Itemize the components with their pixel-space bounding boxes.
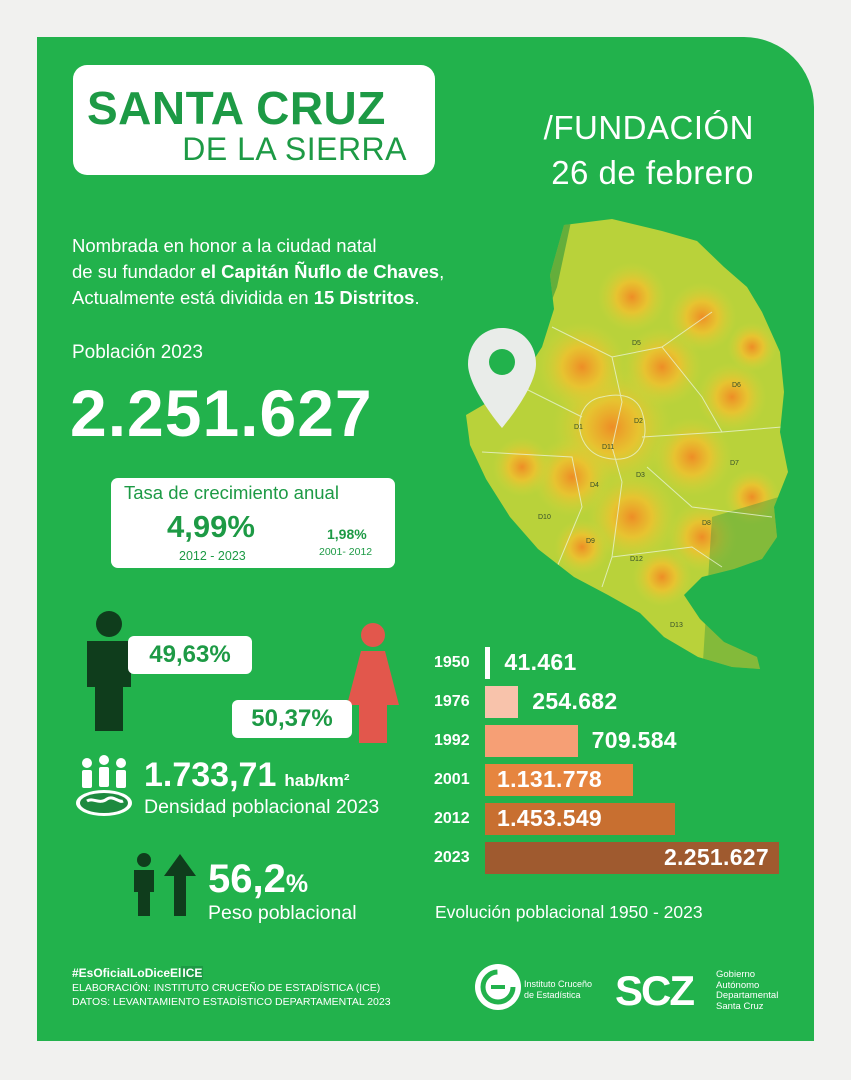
people-globe-icon	[73, 753, 135, 819]
density-value: 1.733,71 hab/km²	[144, 756, 350, 794]
bar-value-label: 254.682	[532, 688, 618, 714]
description	[72, 233, 444, 311]
foundation-date: 26 de febrero	[551, 154, 754, 191]
bar-year-label: 2001	[434, 771, 470, 788]
male-icon	[83, 611, 135, 731]
district-label: D1	[574, 424, 583, 431]
district-label: D12	[630, 556, 643, 563]
growth-rate-box	[111, 478, 395, 568]
district-label: D6	[732, 382, 741, 389]
bar-year-label: 1976	[434, 693, 470, 710]
bar-value-label: 2.251.627	[663, 844, 769, 870]
weight-label: Peso poblacional	[208, 902, 357, 924]
scz-logo-text: Gobierno Autónomo Departamental Santa Cruz	[716, 969, 779, 1012]
scz-logo: SCZ	[615, 967, 693, 1014]
data-source-credit: DATOS: LEVANTAMIENTO ESTADÍSTICO DEPARTAMENTAL 2023	[72, 995, 391, 1008]
female-icon	[345, 623, 401, 743]
growth-main-period: 2012 - 2023	[179, 549, 246, 563]
hashtag: #EsOficialLoDiceElICE	[72, 966, 203, 980]
title-box	[73, 65, 435, 175]
foundation-info	[544, 105, 754, 195]
bar-value-label: 1.453.549	[497, 805, 603, 831]
district-label: D8	[702, 520, 711, 527]
title-line2: DE LA SIERRA	[182, 131, 407, 167]
district-label: D11	[602, 444, 615, 451]
district-label: D2	[634, 418, 643, 425]
district-label: D5	[632, 340, 641, 347]
desc-line1: Nombrada en honor a la ciudad natal	[72, 235, 377, 256]
desc-line2: de su fundador el Capitán Ñuflo de Chaves,	[72, 261, 445, 282]
infographic-card	[37, 37, 814, 1041]
ice-logo-text: Instituto Cruceño de Estadística	[524, 979, 593, 1000]
foundation-label: /FUNDACIÓN	[543, 109, 754, 146]
female-percentage: 50,37%	[232, 700, 352, 738]
bar-year-label: 1992	[434, 732, 470, 749]
elaboration-credit: ELABORACIÓN: INSTITUTO CRUCEÑO DE ESTADÍSTICA (ICE)	[72, 982, 381, 994]
district-label: D9	[586, 538, 595, 545]
district-map	[462, 217, 812, 677]
density-label: Densidad poblacional 2023	[144, 796, 380, 818]
evolution-chart-title: Evolución poblacional 1950 - 2023	[435, 902, 703, 922]
growth-secondary-value: 1,98%	[327, 526, 367, 542]
growth-secondary-period: 2001- 2012	[319, 546, 373, 558]
growth-title: Tasa de crecimiento anual	[124, 482, 339, 503]
population-bar	[485, 686, 518, 718]
district-label: D3	[636, 472, 645, 479]
bar-value-label: 709.584	[591, 727, 677, 753]
growth-main-value: 4,99%	[167, 509, 255, 544]
person-arrow-up-icon	[130, 852, 200, 918]
population-value: 2.251.627	[70, 376, 373, 450]
district-label: D4	[590, 482, 599, 489]
district-label: D13	[670, 622, 683, 629]
weight-value: 56,2%	[208, 857, 309, 901]
density-unit: hab/km²	[284, 771, 350, 790]
location-pin-icon	[466, 326, 538, 431]
title-line1: SANTA CRUZ	[87, 82, 386, 134]
population-bar	[485, 647, 490, 679]
bar-value-label: 41.461	[504, 649, 577, 675]
ice-logo-icon	[475, 964, 521, 1010]
bar-value-label: 1.131.778	[497, 766, 603, 792]
bar-year-label: 2012	[434, 810, 470, 827]
bar-year-label: 2023	[434, 849, 470, 866]
male-percentage: 49,63%	[128, 636, 252, 674]
district-label: D7	[730, 460, 739, 467]
bar-year-label: 1950	[434, 654, 470, 671]
population-bar	[485, 725, 578, 757]
desc-line3: Actualmente está dividida en 15 Distritos.	[72, 287, 420, 308]
district-label: D10	[538, 514, 551, 521]
footer-credits	[72, 982, 391, 1009]
population-label: Población 2023	[72, 342, 203, 363]
